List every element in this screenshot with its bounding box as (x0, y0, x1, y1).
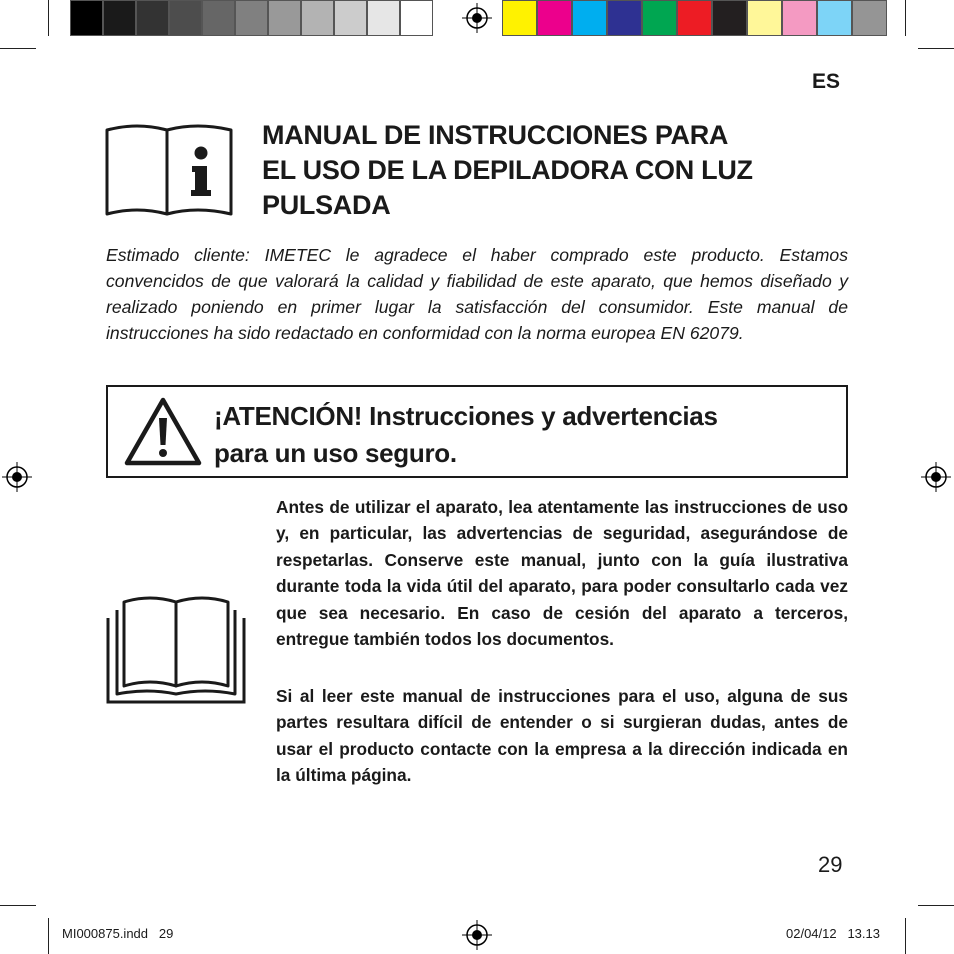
crop-mark (48, 918, 49, 954)
crop-mark (905, 918, 906, 954)
safety-paragraph: Antes de utilizar el aparato, lea atentamente las instrucciones de uso y, en particular, las advertencias de seguridad, asegurándose de respetarlas. Conserve este manual, junto con la guía ilustrativa durante toda la vida útil del aparato, para poder consultarlo cada vez que sea necesario. En caso de cesión del aparato a terceros, entregue también todos los documentos. (276, 497, 848, 650)
warning-triangle-icon (122, 394, 204, 468)
contact-paragraph: Si al leer este manual de instrucciones para el uso, alguna de sus partes resultara difícil de entender o si surgieran dudas, antes de usar el producto contacte con la empresa a la dirección indicada en la última página. (276, 686, 848, 786)
color-swatch (712, 0, 747, 36)
language-label: ES (812, 70, 841, 93)
registration-mark-icon (921, 462, 951, 492)
page-number: 29 (818, 852, 843, 877)
gray-swatch (367, 0, 400, 36)
gray-swatch (400, 0, 433, 36)
crop-mark (0, 905, 36, 906)
slug-filename: MI000875.indd 29 (62, 926, 174, 941)
slug-datetime: 02/04/12 13.13 (786, 926, 880, 941)
color-swatch (852, 0, 887, 36)
color-swatch (642, 0, 677, 36)
crop-mark (918, 48, 954, 49)
color-swatch (607, 0, 642, 36)
color-swatch (537, 0, 572, 36)
page-title (262, 118, 862, 223)
gray-swatch (202, 0, 235, 36)
color-swatch (747, 0, 782, 36)
intro-paragraph: Estimado cliente: IMETEC le agradece el haber comprado este producto. Estamos convencidos de que valorará la calidad y fiabilidad de este aparato, que hemos diseñado y realizado poniendo en primer lugar la satisfacción del consumidor. Este manual de instrucciones ha sido redactado en conformidad con la norma europea EN 62079. (106, 245, 848, 343)
warning-line: ¡ATENCIÓN! Instrucciones y advertencias (214, 401, 718, 431)
title-line: PULSADA (262, 190, 391, 220)
gray-swatch (70, 0, 103, 36)
color-swatch (677, 0, 712, 36)
gray-swatch (301, 0, 334, 36)
registration-mark-icon (462, 3, 492, 33)
warning-heading (214, 398, 834, 472)
read-manual-icon (104, 594, 248, 706)
color-swatch (817, 0, 852, 36)
registration-mark-icon (462, 920, 492, 950)
gray-swatch (169, 0, 202, 36)
gray-swatch (136, 0, 169, 36)
gray-swatch (235, 0, 268, 36)
info-manual-icon (104, 122, 234, 217)
gray-swatch (334, 0, 367, 36)
color-swatch (572, 0, 607, 36)
crop-mark (0, 48, 36, 49)
color-swatch (782, 0, 817, 36)
registration-mark-icon (2, 462, 32, 492)
crop-mark (905, 0, 906, 36)
gray-swatch (103, 0, 136, 36)
gray-swatch (268, 0, 301, 36)
color-swatch (502, 0, 537, 36)
crop-mark (48, 0, 49, 36)
crop-mark (918, 905, 954, 906)
warning-line: para un uso seguro. (214, 438, 457, 468)
title-line: MANUAL DE INSTRUCCIONES PARA (262, 120, 729, 150)
title-line: EL USO DE LA DEPILADORA CON LUZ (262, 155, 753, 185)
